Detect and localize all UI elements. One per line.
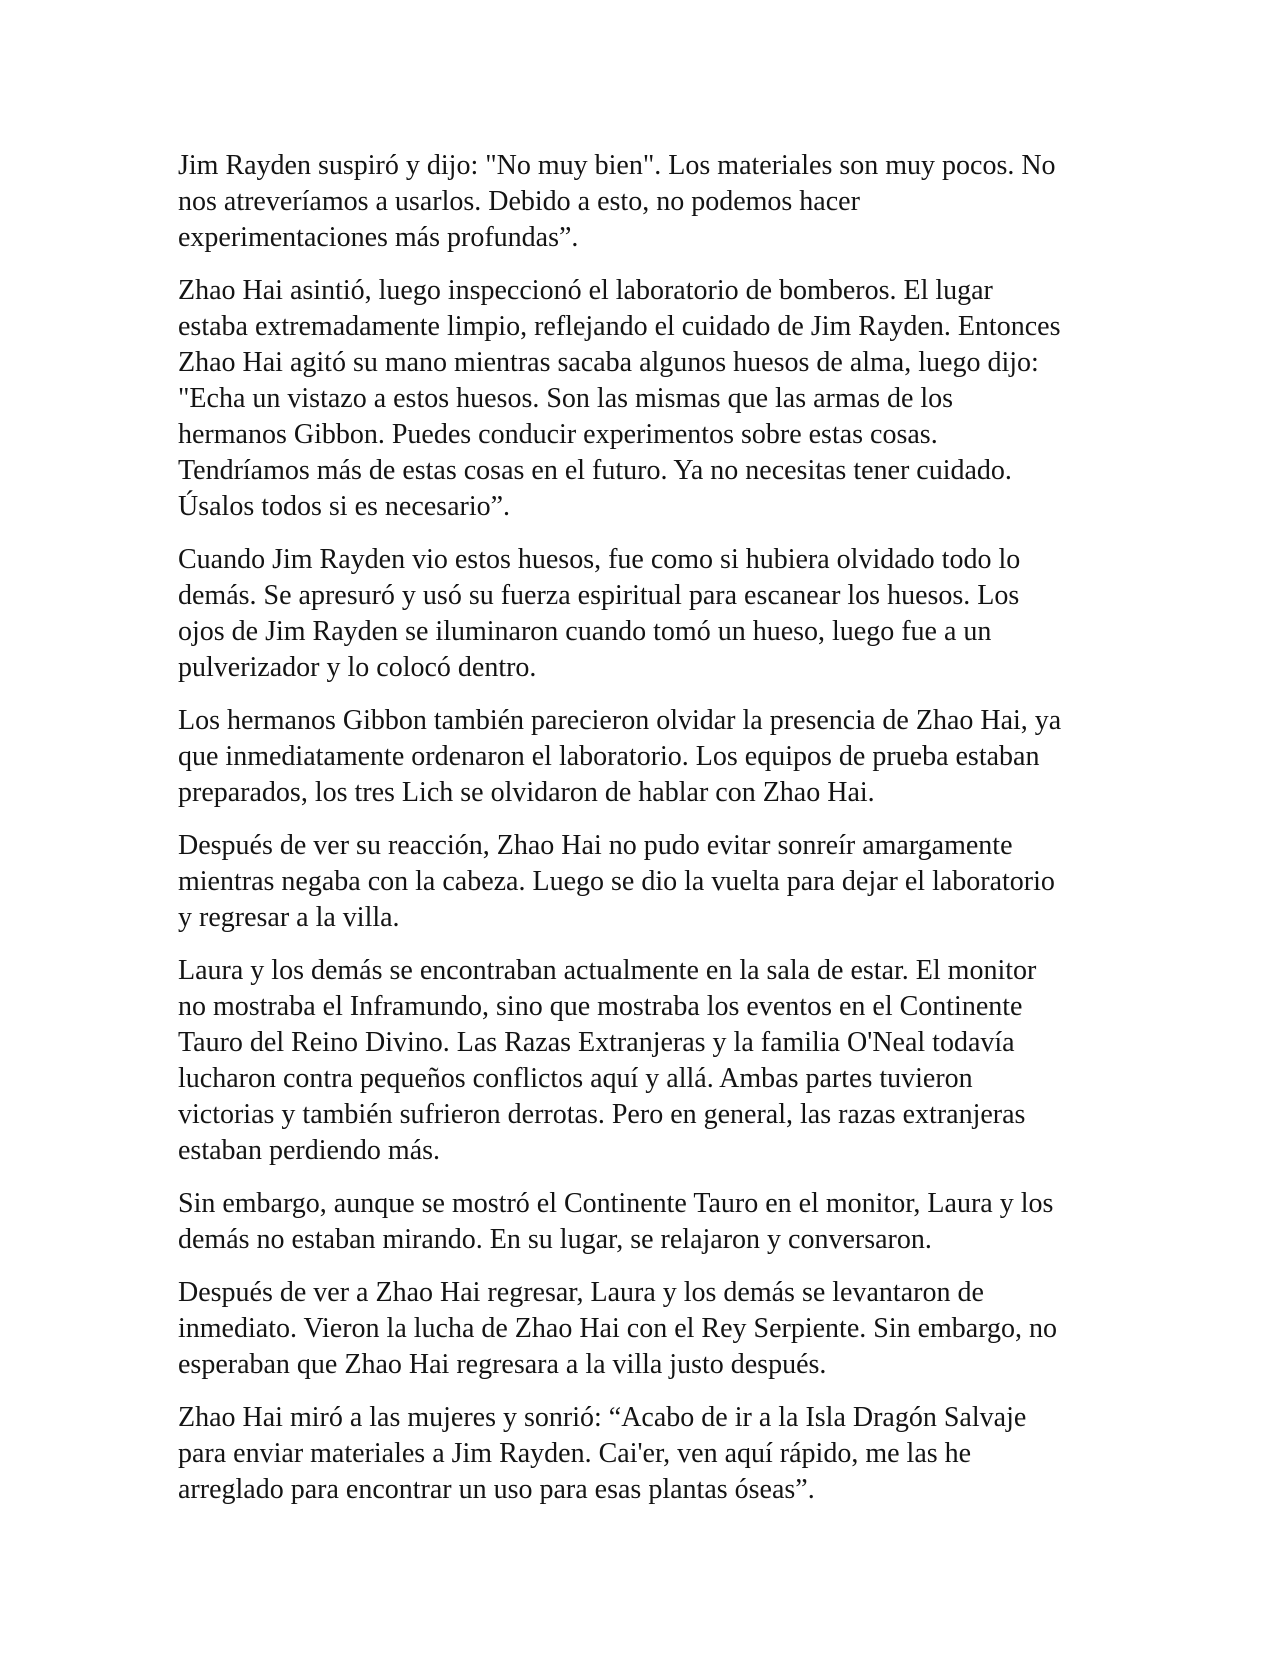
text-line: que inmediatamente ordenaron el laboratorio. Los equipos de prueba estaban	[178, 741, 1040, 772]
paragraph	[178, 148, 1108, 256]
text-line: Tauro del Reino Divino. Las Razas Extranjeras y la familia O'Neal todavía	[178, 1027, 1015, 1058]
text-line: "Echa un vistazo a estos huesos. Son las mismas que las armas de los	[178, 383, 954, 414]
text-line: Zhao Hai miró a las mujeres y sonrió: “Acabo de ir a la Isla Dragón Salvaje	[178, 1402, 1027, 1433]
text-line: Úsalos todos si es necesario”.	[178, 491, 511, 522]
text-line: hermanos Gibbon. Puedes conducir experimentos sobre estas cosas.	[178, 419, 938, 450]
text-line: pulverizador y lo colocó dentro.	[178, 652, 537, 683]
paragraph	[178, 1186, 1108, 1258]
text-line: mientras negaba con la cabeza. Luego se dio la vuelta para dejar el laboratorio	[178, 866, 1055, 897]
text-line: Después de ver su reacción, Zhao Hai no pudo evitar sonreír amargamente	[178, 830, 1013, 861]
text-line: Tendríamos más de estas cosas en el futuro. Ya no necesitas tener cuidado.	[178, 455, 1012, 486]
paragraph	[178, 703, 1108, 811]
paragraph	[178, 953, 1108, 1169]
text-line: Zhao Hai asintió, luego inspeccionó el laboratorio de bomberos. El lugar	[178, 275, 993, 306]
text-line: ojos de Jim Rayden se iluminaron cuando tomó un hueso, luego fue a un	[178, 616, 992, 647]
text-line: Los hermanos Gibbon también parecieron olvidar la presencia de Zhao Hai, ya	[178, 705, 1062, 736]
paragraph	[178, 273, 1108, 525]
text-line: experimentaciones más profundas”.	[178, 222, 579, 253]
text-line: estaba extremadamente limpio, reflejando el cuidado de Jim Rayden. Entonces	[178, 311, 1061, 342]
text-line: inmediato. Vieron la lucha de Zhao Hai con el Rey Serpiente. Sin embargo, no	[178, 1313, 1058, 1344]
text-line: Zhao Hai agitó su mano mientras sacaba algunos huesos de alma, luego dijo:	[178, 347, 1039, 378]
text-line: lucharon contra pequeños conflictos aquí y allá. Ambas partes tuvieron	[178, 1063, 973, 1094]
text-line: Después de ver a Zhao Hai regresar, Laura y los demás se levantaron de	[178, 1277, 984, 1308]
text-line: no mostraba el Inframundo, sino que mostraba los eventos en el Continente	[178, 991, 1023, 1022]
text-line: y regresar a la villa.	[178, 902, 400, 933]
text-line: Sin embargo, aunque se mostró el Continente Tauro en el monitor, Laura y los	[178, 1188, 1054, 1219]
text-line: arreglado para encontrar un uso para esas plantas óseas”.	[178, 1474, 815, 1505]
paragraph	[178, 542, 1108, 686]
text-line: Jim Rayden suspiró y dijo: "No muy bien". Los materiales son muy pocos. No	[178, 150, 1056, 181]
text-line: esperaban que Zhao Hai regresara a la villa justo después.	[178, 1349, 827, 1380]
text-line: Laura y los demás se encontraban actualmente en la sala de estar. El monitor	[178, 955, 1037, 986]
text-line: estaban perdiendo más.	[178, 1135, 441, 1166]
text-line: victorias y también sufrieron derrotas. Pero en general, las razas extranjeras	[178, 1099, 1026, 1130]
paragraph	[178, 1400, 1108, 1508]
paragraph	[178, 1275, 1108, 1383]
text-line: demás no estaban mirando. En su lugar, se relajaron y conversaron.	[178, 1224, 932, 1255]
text-line: para enviar materiales a Jim Rayden. Cai'er, ven aquí rápido, me las he	[178, 1438, 972, 1469]
paragraph	[178, 828, 1108, 936]
text-line: Cuando Jim Rayden vio estos huesos, fue como si hubiera olvidado todo lo	[178, 544, 1021, 575]
text-line: demás. Se apresuró y usó su fuerza espiritual para escanear los huesos. Los	[178, 580, 1020, 611]
text-line: nos atreveríamos a usarlos. Debido a esto, no podemos hacer	[178, 186, 860, 217]
document-body	[178, 148, 1108, 1525]
text-line: preparados, los tres Lich se olvidaron de hablar con Zhao Hai.	[178, 777, 875, 808]
